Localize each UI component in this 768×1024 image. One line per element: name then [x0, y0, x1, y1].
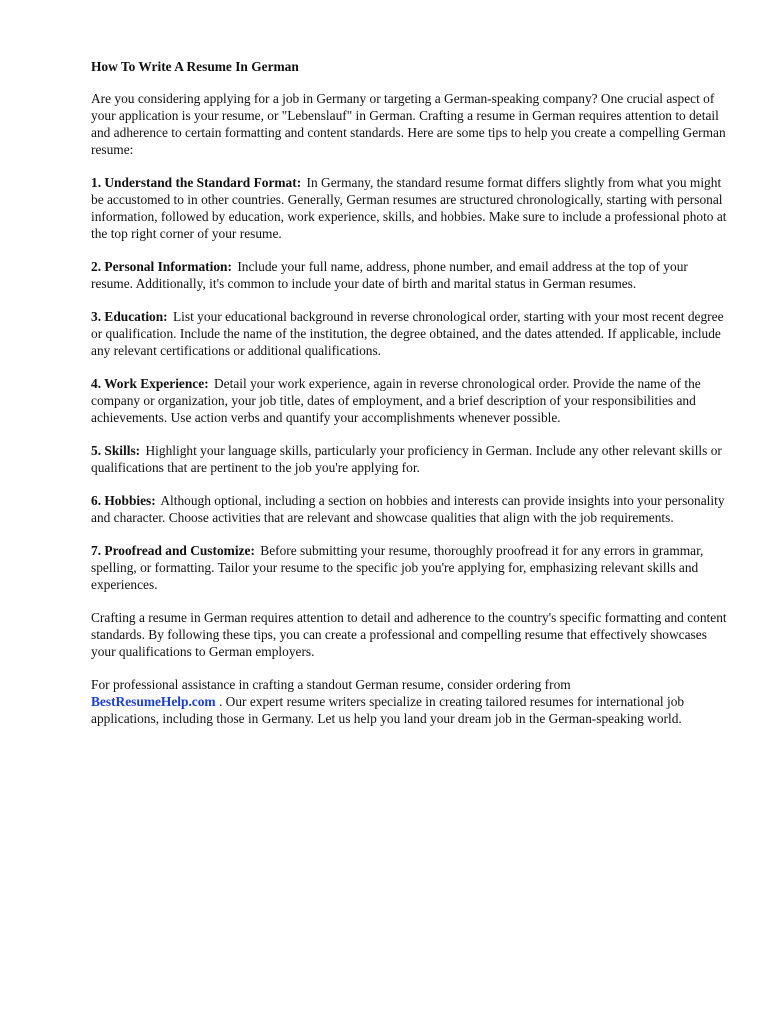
tip-education	[91, 308, 731, 359]
tip-heading: 1. Understand the Standard Format:	[91, 175, 302, 190]
tip-skills	[91, 442, 731, 476]
closing-text-before-link: For professional assistance in crafting a standout German resume, consider ordering from	[91, 677, 571, 692]
document-page	[91, 58, 731, 743]
tip-text: Highlight your language skills, particularly your proficiency in German. Include any other relevant skills or qualifications that are pertinent to the job you're applying for.	[91, 443, 722, 475]
tip-heading: 4. Work Experience:	[91, 376, 209, 391]
closing-paragraph	[91, 676, 731, 727]
tip-understand-format	[91, 174, 731, 242]
tip-proofread-customize	[91, 542, 731, 593]
conclusion-paragraph: Crafting a resume in German requires attention to detail and adherence to the country's specific formatting and content standards. By following these tips, you can create a professional and compelling resume that effectively showcases your qualifications to German employers.	[91, 610, 727, 659]
tip-heading: 5. Skills:	[91, 443, 141, 458]
closing-text-after-link: . Our expert resume writers specialize in creating tailored resumes for international job applications, including those in Germany. Let us help you land your dream job in the German-speaking world.	[91, 694, 685, 726]
tip-text: Detail your work experience, again in reverse chronological order. Provide the name of the company or organization, your job title, dates of employment, and a brief description of your responsibilities and achievements. Use action verbs and quantify your accomplishments whenever possible.	[91, 376, 701, 425]
tip-heading: 7. Proofread and Customize:	[91, 543, 255, 558]
tip-text: Although optional, including a section on hobbies and interests can provide insights into your personality and character. Choose activities that are relevant and showcase qualities that align with the job requirements.	[91, 493, 725, 525]
tip-text: Before submitting your resume, thoroughly proofread it for any errors in grammar, spelling, or formatting. Tailor your resume to the specific job you're applying for, emphasizing relevant skills and experiences.	[91, 543, 704, 592]
tip-personal-information	[91, 258, 731, 292]
tip-heading: 3. Education:	[91, 309, 168, 324]
intro-paragraph: Are you considering applying for a job in Germany or targeting a German-speaking company? One crucial aspect of your application is your resume, or "Lebenslauf" in German. Crafting a resume in German requires attention to detail and adherence to certain formatting and content standards. Here are some tips to help you create a compelling German resume:	[91, 91, 726, 157]
tip-text: List your educational background in reverse chronological order, starting with your most recent degree or qualification. Include the name of the institution, the degree obtained, and the dates attended. If applicable, include any relevant certifications or additional qualifications.	[91, 309, 724, 358]
tip-text: In Germany, the standard resume format differs slightly from what you might be accustomed to in other countries. Generally, German resumes are structured chronologically, starting with personal information, followed by education, work experience, skills, and hobbies. Make sure to include a professional photo at the top right corner of your resume.	[91, 175, 727, 241]
document-title: How To Write A Resume In German	[91, 59, 299, 74]
tip-work-experience	[91, 375, 731, 426]
tip-hobbies	[91, 492, 731, 526]
tip-text: Include your full name, address, phone number, and email address at the top of your resume. Additionally, it's common to include your date of birth and marital status in German resumes.	[91, 259, 688, 291]
tip-heading: 2. Personal Information:	[91, 259, 232, 274]
bestresumehelp-link[interactable]: BestResumeHelp.com	[91, 694, 216, 709]
tip-heading: 6. Hobbies:	[91, 493, 156, 508]
